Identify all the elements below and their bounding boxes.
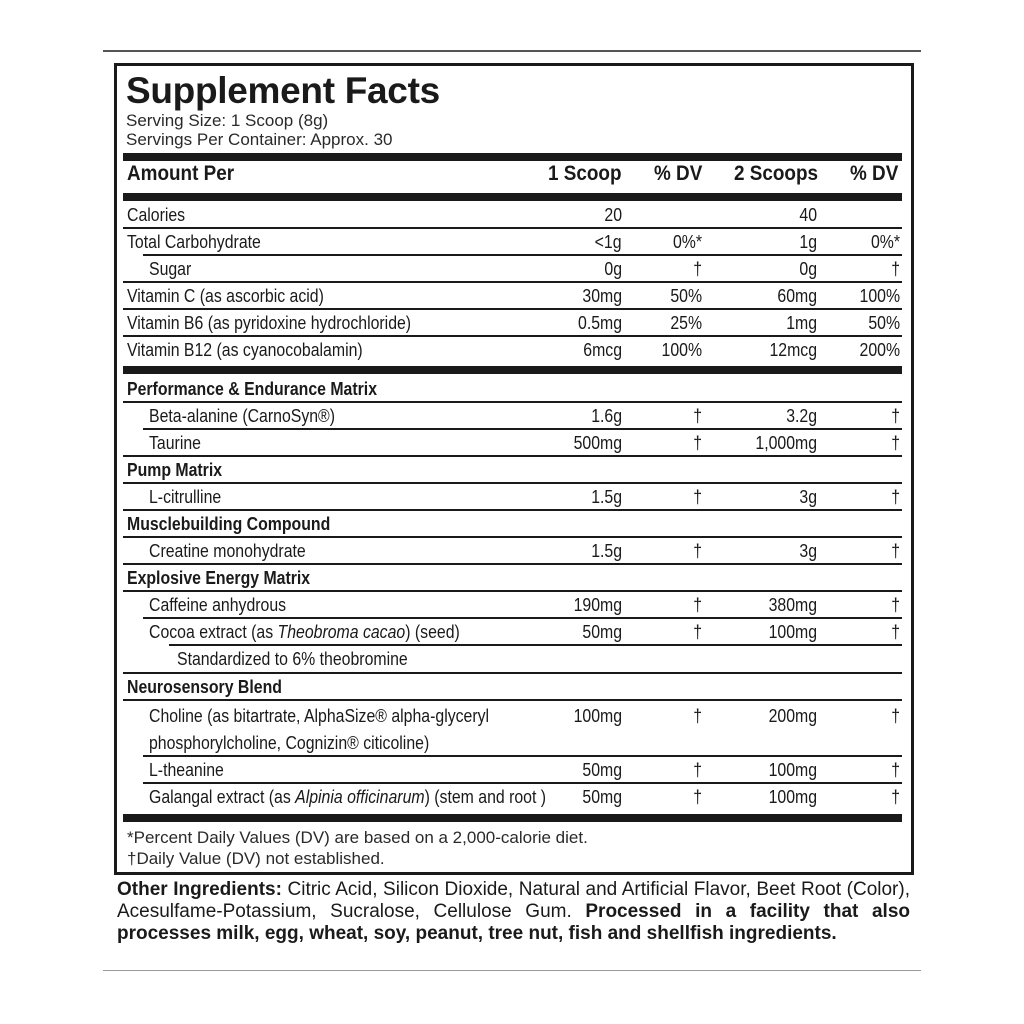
row-dv-2: † — [891, 406, 900, 426]
row-value-1: 0.5mg — [577, 313, 622, 333]
row-divider — [143, 428, 902, 430]
row-divider — [123, 699, 902, 701]
row-name: Vitamin B6 (as pyridoxine hydrochloride) — [127, 313, 412, 333]
footnote-dv: *Percent Daily Values (DV) are based on a 2,000-calorie diet. — [127, 828, 588, 847]
row-dv-2: † — [891, 787, 900, 807]
row-dv-1: 25% — [670, 313, 702, 333]
section-performance: Performance & Endurance Matrix — [127, 379, 378, 399]
row-value-2: 40 — [799, 205, 817, 225]
row-dv-2: † — [891, 706, 900, 726]
row-value-2: 100mg — [768, 622, 817, 642]
header-bar-top — [123, 153, 902, 161]
row-name: L-theanine — [149, 760, 224, 780]
row-value-1: 50mg — [582, 622, 622, 642]
row-value-1: 30mg — [582, 286, 622, 306]
row-dv-2: † — [891, 541, 900, 561]
row-value-2: 380mg — [768, 595, 817, 615]
two-scoops-header: 2 Scoops — [734, 162, 819, 185]
name-part: Cocoa extract (as — [149, 622, 278, 642]
row-dv-1: † — [693, 706, 702, 726]
row-name: Vitamin C (as ascorbic acid) — [127, 286, 324, 306]
row-divider — [123, 455, 902, 457]
row-value-1: 1.5g — [591, 541, 622, 561]
row-value-1: 0g — [604, 259, 622, 279]
row-divider — [143, 254, 902, 256]
row-value-2: 3g — [799, 541, 817, 561]
row-name — [149, 622, 460, 642]
row-dv-2: † — [891, 595, 900, 615]
bottom-divider — [103, 970, 921, 971]
row-name: Taurine — [149, 433, 201, 453]
row-value-1: 50mg — [582, 760, 622, 780]
row-value-2: 3g — [799, 487, 817, 507]
section-explosive: Explosive Energy Matrix — [127, 568, 311, 588]
row-dv-1: † — [693, 760, 702, 780]
row-value-2: 1,000mg — [755, 433, 817, 453]
row-divider — [123, 281, 902, 283]
row-dv-1: † — [693, 622, 702, 642]
one-scoop-header: 1 Scoop — [548, 162, 622, 185]
row-divider — [123, 536, 902, 538]
row-divider — [123, 672, 902, 674]
row-name: Beta-alanine (CarnoSyn®) — [149, 406, 336, 426]
row-name: Vitamin B12 (as cyanocobalamin) — [127, 340, 363, 360]
row-value-2: 100mg — [768, 760, 817, 780]
row-name: Caffeine anhydrous — [149, 595, 287, 615]
row-name: Calories — [127, 205, 186, 225]
row-value-2: 0g — [799, 259, 817, 279]
row-value-1: 190mg — [573, 595, 622, 615]
row-divider — [123, 335, 902, 337]
section-neuro: Neurosensory Blend — [127, 677, 282, 697]
row-value-1: 500mg — [573, 433, 622, 453]
row-dv-1: † — [693, 487, 702, 507]
row-divider — [123, 401, 902, 403]
amount-per-header: Amount Per — [127, 162, 235, 185]
row-divider — [123, 509, 902, 511]
row-dv-1: † — [693, 787, 702, 807]
panel-title: Supplement Facts — [126, 70, 440, 111]
footnote-dagger: †Daily Value (DV) not established. — [127, 849, 385, 868]
vitamins-bar — [123, 366, 902, 374]
row-value-1: 1.6g — [591, 406, 622, 426]
row-divider — [169, 644, 902, 646]
row-dv-1: 50% — [670, 286, 702, 306]
name-part: ) (stem and root ) — [424, 787, 547, 807]
row-dv-1: † — [693, 433, 702, 453]
row-name: Creatine monohydrate — [149, 541, 306, 561]
row-value-1: <1g — [595, 232, 622, 252]
other-ingredients — [117, 879, 910, 945]
other-ingredients-label: Other Ingredients: — [117, 879, 282, 900]
other-ingredients-list: Citric Acid, Silicon Dioxide, Natural and Artificial Flavor, Beet Root (Color), Acesulfame-Potassium, Sucralose, Cellulose Gum. — [117, 879, 910, 922]
row-dv-1: † — [693, 595, 702, 615]
row-value-2: 100mg — [768, 787, 817, 807]
row-dv-2: † — [891, 259, 900, 279]
row-dv-1: 100% — [661, 340, 702, 360]
row-dv-2: 100% — [859, 286, 900, 306]
latin-name: Alpinia officinarum — [295, 787, 425, 807]
row-name: Total Carbohydrate — [127, 232, 261, 252]
row-name — [149, 787, 546, 807]
row-divider — [143, 755, 902, 757]
allergen-statement: Processed in a facility that also processes milk, egg, wheat, soy, peanut, tree nut, fish and shellfish ingredients. — [117, 901, 910, 944]
row-value-1: 50mg — [582, 787, 622, 807]
row-value-2: 3.2g — [786, 406, 817, 426]
row-dv-2: 200% — [859, 340, 900, 360]
row-value-1: 20 — [604, 205, 622, 225]
row-dv-1: † — [693, 541, 702, 561]
row-dv-2: † — [891, 487, 900, 507]
name-part: ) (seed) — [405, 622, 460, 642]
row-dv-1: † — [693, 259, 702, 279]
serving-size: Serving Size: 1 Scoop (8g) — [126, 111, 329, 130]
row-divider — [123, 563, 902, 565]
dv1-header: % DV — [654, 162, 703, 185]
row-value-2: 1mg — [786, 313, 817, 333]
top-divider — [103, 50, 921, 52]
row-name: Sugar — [149, 259, 192, 279]
row-value-2: 60mg — [777, 286, 817, 306]
row-dv-2: † — [891, 622, 900, 642]
name-part: Galangal extract (as — [149, 787, 296, 807]
row-divider — [123, 308, 902, 310]
latin-name: Theobroma cacao — [277, 622, 406, 642]
row-divider — [123, 227, 902, 229]
row-name: Choline (as bitartrate, AlphaSize® alpha-glyceryl — [149, 706, 490, 726]
row-dv-2: 50% — [868, 313, 900, 333]
section-muscle: Musclebuilding Compound — [127, 514, 331, 534]
row-value-1: 6mcg — [583, 340, 622, 360]
row-value-2: 1g — [799, 232, 817, 252]
row-dv-2: † — [891, 760, 900, 780]
row-value-2: 12mcg — [769, 340, 817, 360]
row-value-2: 200mg — [768, 706, 817, 726]
row-divider — [143, 782, 902, 784]
row-note: Standardized to 6% theobromine — [177, 649, 408, 669]
row-divider — [143, 617, 902, 619]
row-dv-2: † — [891, 433, 900, 453]
section-pump: Pump Matrix — [127, 460, 223, 480]
footnote-bar — [123, 814, 902, 822]
row-name: L-citrulline — [149, 487, 222, 507]
row-divider — [123, 482, 902, 484]
supplement-facts-panel — [114, 63, 914, 875]
row-dv-1: † — [693, 406, 702, 426]
dv2-header: % DV — [850, 162, 899, 185]
row-dv-1: 0%* — [672, 232, 702, 252]
servings-per-container: Servings Per Container: Approx. 30 — [126, 130, 393, 149]
row-value-1: 1.5g — [591, 487, 622, 507]
header-bar-bottom — [123, 193, 902, 201]
row-name-continued: phosphorylcholine, Cognizin® citicoline) — [149, 733, 430, 753]
row-divider — [123, 590, 902, 592]
row-dv-2: 0%* — [870, 232, 900, 252]
row-value-1: 100mg — [573, 706, 622, 726]
